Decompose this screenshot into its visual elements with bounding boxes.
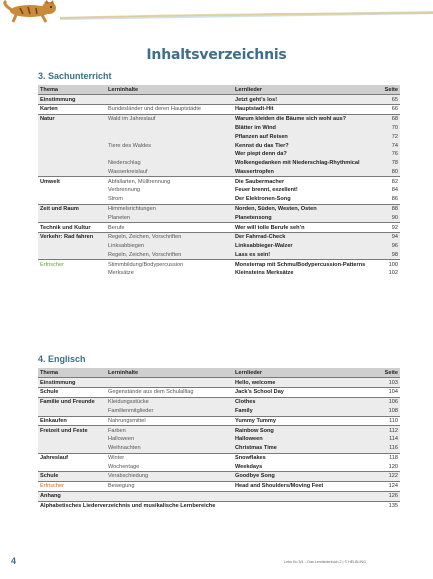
toc-seite: 106: [380, 397, 400, 406]
col-header-lernlieder: Lernlieder: [233, 85, 380, 95]
toc-seite: 94: [380, 233, 400, 242]
toc-lerninhalt: Wasserkreislauf: [106, 168, 233, 177]
toc-lerninhalt: Himmelsrichtungen: [106, 204, 233, 213]
toc-row: [38, 223, 400, 233]
toc-thema: [38, 444, 106, 453]
toc-lernlied: Die Saubermacher: [233, 177, 380, 186]
toc-lernlied: Wer piept denn da?: [233, 150, 380, 159]
toc-lerninhalt: [106, 491, 233, 501]
toc-lerninhalt: [106, 378, 233, 388]
toc-thema: Verkehr: Rad fahren: [38, 233, 106, 242]
toc-seite: 103: [380, 378, 400, 388]
toc-lernlied: Kennst du das Tier?: [233, 141, 380, 150]
toc-seite: 108: [380, 407, 400, 416]
toc-row: [38, 95, 400, 105]
toc-row: [38, 444, 400, 453]
toc-seite: 76: [380, 150, 400, 159]
toc-lernlied: Wassertropfen: [233, 168, 380, 177]
page-number: 4: [11, 556, 17, 566]
toc-row: [38, 186, 400, 195]
toc-seite: 70: [380, 124, 400, 133]
col-header-thema: Thema: [38, 85, 106, 95]
toc-thema: Einstimmung: [38, 378, 106, 388]
toc-row: [38, 150, 400, 159]
toc-lernlied: Wolkengedanken mit Niederschlag-Rhythmical: [233, 159, 380, 168]
section-heading-englisch: 4. Englisch: [38, 354, 86, 364]
toc-row: [38, 195, 400, 204]
toc-thema: [38, 242, 106, 251]
toc-lernlied: Jack’s School Day: [233, 388, 380, 398]
toc-lernlied: Linksabbieger-Walzer: [233, 242, 380, 251]
toc-lerninhalt: Linksabbiegen: [106, 242, 233, 251]
toc-row: [38, 177, 400, 186]
toc-row: [38, 482, 400, 492]
toc-thema: Einkaufen: [38, 416, 106, 426]
toc-thema: [38, 251, 106, 260]
toc-lernlied: Pflanzen auf Reisen: [233, 133, 380, 142]
toc-row: [38, 435, 400, 444]
toc-seite: 82: [380, 177, 400, 186]
toc-seite: 78: [380, 159, 400, 168]
toc-seite: 98: [380, 251, 400, 260]
toc-thema: [38, 159, 106, 168]
toc-lerninhalt: Planeten: [106, 214, 233, 223]
toc-thema: [38, 435, 106, 444]
toc-thema: [38, 214, 106, 223]
toc-seite: 102: [388, 270, 398, 277]
toc-lerninhalt: Wochentage: [108, 463, 140, 470]
toc-lernlied: Rainbow Song: [233, 426, 380, 435]
toc-thema: Schule: [38, 472, 106, 482]
toc-row: [38, 260, 400, 269]
toc-row: [38, 472, 400, 482]
col-header-seite: Seite: [380, 85, 400, 95]
toc-lerninhalt: Farben: [106, 426, 233, 435]
toc-lernlied: Snowflakes: [233, 453, 380, 462]
toc-thema: Erfrischer: [38, 260, 106, 269]
toc-seite: 86: [391, 196, 398, 203]
toc-row: [38, 397, 400, 406]
toc-row: [38, 501, 400, 510]
toc-lerninhalt: [106, 124, 233, 133]
toc-seite: 65: [380, 95, 400, 105]
toc-lerninhalt: Weihnachten: [106, 444, 233, 453]
toc-row: [38, 214, 400, 223]
page-title: Inhaltsverzeichnis: [146, 47, 287, 63]
toc-thema: [38, 141, 106, 150]
toc-lernlied: Hauptstadt-Hit: [233, 105, 380, 115]
toc-lerninhalt: Bundesländer und deren Hauptstädte: [106, 105, 233, 115]
col-header-lerninhalte: Lerninhalte: [106, 85, 233, 95]
toc-row: [38, 133, 400, 142]
toc-seite: 90: [380, 214, 400, 223]
toc-row: [38, 269, 400, 278]
toc-lerninhalt: Bewegung: [106, 482, 233, 492]
toc-seite: 124: [380, 482, 400, 492]
cat-banner-illustration: [0, 0, 433, 26]
toc-lernlied: [233, 491, 380, 501]
toc-thema: [38, 462, 106, 471]
toc-row: [38, 141, 400, 150]
toc-thema: [38, 186, 106, 195]
toc-thema: Familie und Freunde: [38, 397, 106, 406]
toc-lerninhalt: Abfallarten, Mülltrennung: [106, 177, 233, 186]
toc-thema: [38, 407, 106, 416]
toc-row: [38, 105, 400, 115]
toc-seite: 122: [380, 472, 400, 482]
toc-seite: 96: [380, 242, 400, 251]
toc-lernlied: Halloween: [233, 435, 380, 444]
toc-lernlied: Clothes: [233, 397, 380, 406]
toc-seite: 135: [380, 501, 400, 510]
toc-lernlied: Family: [233, 407, 380, 416]
toc-header-row: [38, 368, 400, 378]
toc-row: [38, 378, 400, 388]
toc-table-sachunterricht: [38, 85, 400, 278]
toc-lernlied: Christmas Time: [233, 444, 380, 453]
toc-thema: Erfrischer: [38, 482, 106, 492]
toc-lerninhalt: Nahrungsmittel: [106, 416, 233, 426]
col-header-thema: Thema: [38, 368, 106, 378]
toc-seite: 114: [380, 435, 400, 444]
toc-lernlied: Head and Shoulders/Moving Feet: [233, 482, 380, 492]
toc-lerninhalt: [106, 95, 233, 105]
toc-seite: 104: [380, 388, 400, 398]
toc-lerninhalt: Gegenstände aus dem Schulalltag: [106, 388, 233, 398]
toc-thema: Zeit und Raum: [38, 204, 106, 213]
toc-lernlied: Weekdays: [235, 463, 263, 470]
toc-lerninhalt: Niederschlag: [106, 159, 233, 168]
toc-lernlied: Monsterrap mit Schmu/Bodypercussion-Patterns: [233, 260, 380, 269]
toc-thema: Natur: [38, 114, 106, 123]
toc-row: [38, 114, 400, 123]
col-header-lerninhalte: Lerninhalte: [106, 368, 233, 378]
toc-thema: Technik und Kultur: [38, 223, 106, 233]
toc-thema: Jahreslauf: [38, 453, 106, 462]
toc-seite: 66: [380, 105, 400, 115]
toc-lerninhalt: Stimmbildung/Bodypercussion: [106, 260, 233, 269]
toc-seite: 88: [380, 204, 400, 213]
toc-lernlied: Planetensong: [233, 214, 380, 223]
toc-row: [38, 416, 400, 426]
toc-row: [38, 124, 400, 133]
toc-thema: [38, 269, 106, 278]
toc-thema: [38, 168, 106, 177]
toc-thema: Alphabetisches Liederverzeichnis und musikalische Lernbereiche: [38, 501, 380, 510]
toc-lerninhalt: Regeln, Zeichen, Vorschriften: [106, 251, 233, 260]
toc-row: [38, 388, 400, 398]
toc-lerninhalt: [106, 150, 233, 159]
toc-thema: [38, 133, 106, 142]
toc-lernlied: Hello, welcome: [233, 378, 380, 388]
toc-seite: 92: [380, 223, 400, 233]
toc-seite: 116: [380, 444, 400, 453]
toc-lerninhalt: Verbrennung: [108, 187, 141, 194]
toc-lerninhalt: Halloween: [106, 435, 233, 444]
toc-seite: 112: [380, 426, 400, 435]
toc-seite: 100: [380, 260, 400, 269]
footer-credit: Lebo Ku 3/4 – Das Lernliederbuch 2 | © HELBLING: [284, 560, 366, 564]
toc-seite: 72: [380, 133, 400, 142]
toc-seite: 80: [380, 168, 400, 177]
toc-seite: 110: [380, 416, 400, 426]
toc-row: [38, 159, 400, 168]
toc-row: [38, 491, 400, 501]
toc-lernlied: Der Fahrrad-Check: [233, 233, 380, 242]
toc-lerninhalt: Familienmitglieder: [106, 407, 233, 416]
toc-seite: 118: [380, 453, 400, 462]
toc-lernlied: Goodbye Song: [233, 472, 380, 482]
toc-seite: 120: [388, 463, 398, 470]
toc-lerninhalt: Regeln, Zeichen, Vorschriften: [106, 233, 233, 242]
toc-thema: Schule: [38, 388, 106, 398]
section-heading-sachunterricht: 3. Sachunterricht: [38, 71, 112, 81]
toc-row: [38, 242, 400, 251]
toc-thema: [38, 195, 106, 204]
toc-thema: Anhang: [38, 491, 106, 501]
toc-lernlied: Kleinsteins Merksätze: [235, 270, 294, 277]
toc-seite: 84: [391, 187, 398, 194]
toc-seite: 74: [380, 141, 400, 150]
toc-row: [38, 168, 400, 177]
toc-lerninhalt: Strom: [108, 196, 123, 203]
col-header-lernlieder: Lernlieder: [233, 368, 380, 378]
toc-row: [38, 462, 400, 471]
toc-thema: [38, 150, 106, 159]
toc-lerninhalt: [106, 133, 233, 142]
toc-thema: Einstimmung: [38, 95, 106, 105]
toc-lernlied: Norden, Süden, Westen, Osten: [233, 204, 380, 213]
toc-lernlied: Yummy Tummy: [233, 416, 380, 426]
toc-lerninhalt: Tiere des Waldes: [106, 141, 233, 150]
toc-lerninhalt: Verabschiedung: [106, 472, 233, 482]
toc-lerninhalt: Merksätze: [108, 270, 134, 277]
toc-header-row: [38, 85, 400, 95]
toc-row: [38, 426, 400, 435]
toc-row: [38, 453, 400, 462]
toc-table-englisch: [38, 368, 400, 510]
toc-lernlied: Feuer brennt, exzellent!: [235, 187, 298, 194]
toc-thema: Karten: [38, 105, 106, 115]
toc-thema: Freizeit und Feste: [38, 426, 106, 435]
toc-lerninhalt: Winter: [106, 453, 233, 462]
toc-row: [38, 407, 400, 416]
toc-lernlied: Wer will tolle Berufe seh’n: [233, 223, 380, 233]
toc-lernlied: Jetzt geht’s los!: [233, 95, 380, 105]
toc-lerninhalt: Wald im Jahreslauf: [106, 114, 233, 123]
toc-thema: [38, 124, 106, 133]
toc-lernlied: Warum kleiden die Bäume sich wohl aus?: [233, 114, 380, 123]
toc-lerninhalt: Kleidungsstücke: [106, 397, 233, 406]
col-header-seite: Seite: [380, 368, 400, 378]
toc-row: [38, 204, 400, 213]
toc-row: [38, 233, 400, 242]
toc-row: [38, 251, 400, 260]
toc-lerninhalt: Berufe: [106, 223, 233, 233]
toc-lernlied: Lass es sein!: [233, 251, 380, 260]
toc-lernlied: Blätter im Wind: [233, 124, 380, 133]
toc-thema: Umwelt: [38, 177, 106, 186]
toc-seite: 126: [380, 491, 400, 501]
toc-seite: 68: [380, 114, 400, 123]
toc-lernlied: Der Elektronen-Song: [235, 196, 291, 203]
